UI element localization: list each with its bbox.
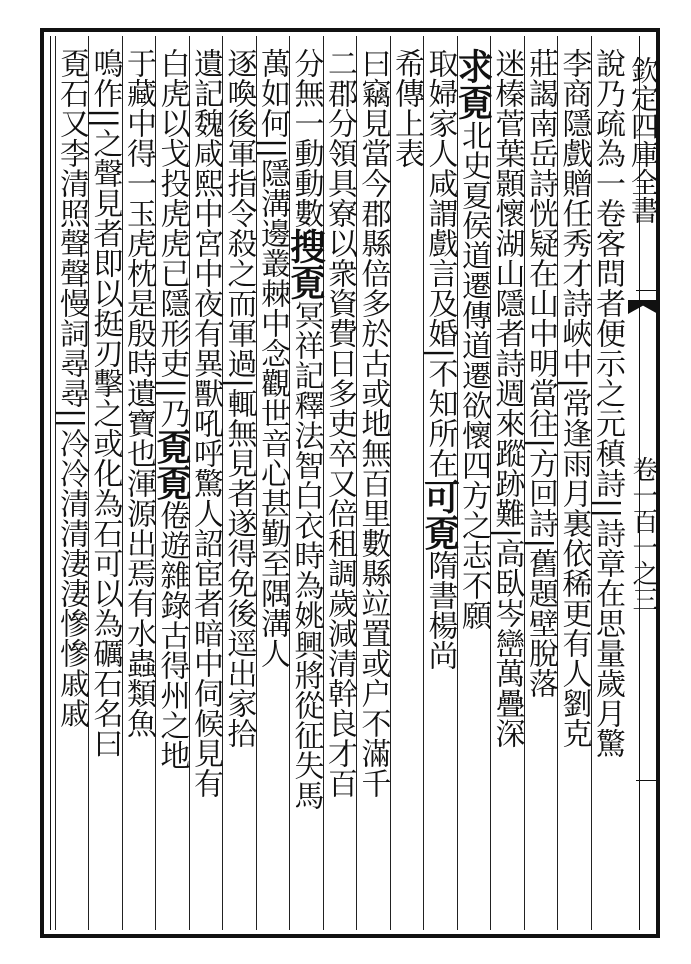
column-rule <box>423 36 424 930</box>
entry-headword: 覔覔 <box>150 428 193 501</box>
text-column <box>222 48 256 928</box>
entry-headword: 覔 <box>452 84 494 120</box>
column-text: 于藏中得一玉虎枕是殷時遺寶也 <box>121 48 156 468</box>
column-text: 隱溝邊叢棘中念觀世音心甚勤至隅溝人 <box>255 158 290 669</box>
column-text: 渾源出焉有水蟲類魚 <box>121 468 156 738</box>
text-column <box>452 48 494 928</box>
book-title: 欽定四庫全書 <box>627 56 660 224</box>
text-column <box>150 48 193 928</box>
text-column <box>490 48 524 928</box>
entry-headword: 搜覔 <box>284 228 327 300</box>
text-column <box>256 48 290 928</box>
text-column <box>122 48 156 928</box>
column-text: 希傳上表 <box>389 48 424 168</box>
column-text: 白虎以戈投虎虎已隱形吏||乃 <box>154 48 190 429</box>
column-text: 取婦家人咸謂戲言及婚|不知所在 <box>422 48 458 479</box>
column-text: 說乃疏為一卷客問者便示之元稹詩||詩章在思量歲月驚 <box>590 48 625 759</box>
column-text: 動數 <box>288 168 324 228</box>
text-column <box>591 48 625 928</box>
column-text: 莊謁南岳詩恍疑在山中明當往|方回詩|舊題壁脫落 <box>523 48 558 699</box>
text-column <box>524 48 558 928</box>
column-text: 分無一動 <box>288 48 324 168</box>
column-text: 曰竊見當今郡縣倍多於古或地無百里數縣竝置或户不滿千 <box>355 48 391 798</box>
column-text: 倦遊雜錄古得州之地 <box>154 500 190 771</box>
text-column <box>557 48 591 928</box>
text-column <box>284 48 327 928</box>
entry-headword: 求 <box>452 48 494 84</box>
margin-strip <box>628 36 658 930</box>
column-text: 覔石又李清照聲聲慢詞尋尋||冷冷清清淒淒慘慘戚戚 <box>54 48 89 729</box>
text-column <box>55 48 89 928</box>
text-column <box>356 48 390 928</box>
column-text: 李商隱戲贈任秀才詩峽中|常逢雨月裏依稀更有人劉克 <box>556 48 592 749</box>
volume-label: 卷一百一之三 <box>628 456 658 612</box>
column-text: 北史夏侯道遷傳道遷欲懷四方之志不願 <box>456 120 491 630</box>
text-column <box>88 48 122 928</box>
text-column <box>323 48 357 928</box>
column-text: 萬如何|| <box>255 48 290 159</box>
column-text: 冥祥記釋法智白衣時為姚興將從征失馬 <box>288 300 324 810</box>
text-column <box>189 48 223 928</box>
column-text: 遺記魏咸熙中宮中夜有異獸吼呼驚人詔宦者暗中伺候見有 <box>188 48 223 798</box>
column-rule <box>55 36 56 930</box>
entry-headword: 可覔 <box>418 478 461 551</box>
column-text: 二郡分領具寮以衆資費日多吏卒又倍租調歲減清幹良才百 <box>322 48 357 798</box>
column-text: 鳴作||之聲見者即以挺刃擊之或化為石可以為礪石名曰 <box>87 48 123 759</box>
column-text: 迷榛菅葉顥懷湖山隱者詩週來蹤跡難|高臥岑巒萬疊深 <box>489 48 525 749</box>
text-column <box>390 48 424 928</box>
column-text: 逐喚後軍指令殺之而軍過|輒無見者遂得免後逕出家拾 <box>221 48 257 749</box>
column-text: 隋書楊尚 <box>422 550 458 671</box>
text-column <box>418 48 461 928</box>
